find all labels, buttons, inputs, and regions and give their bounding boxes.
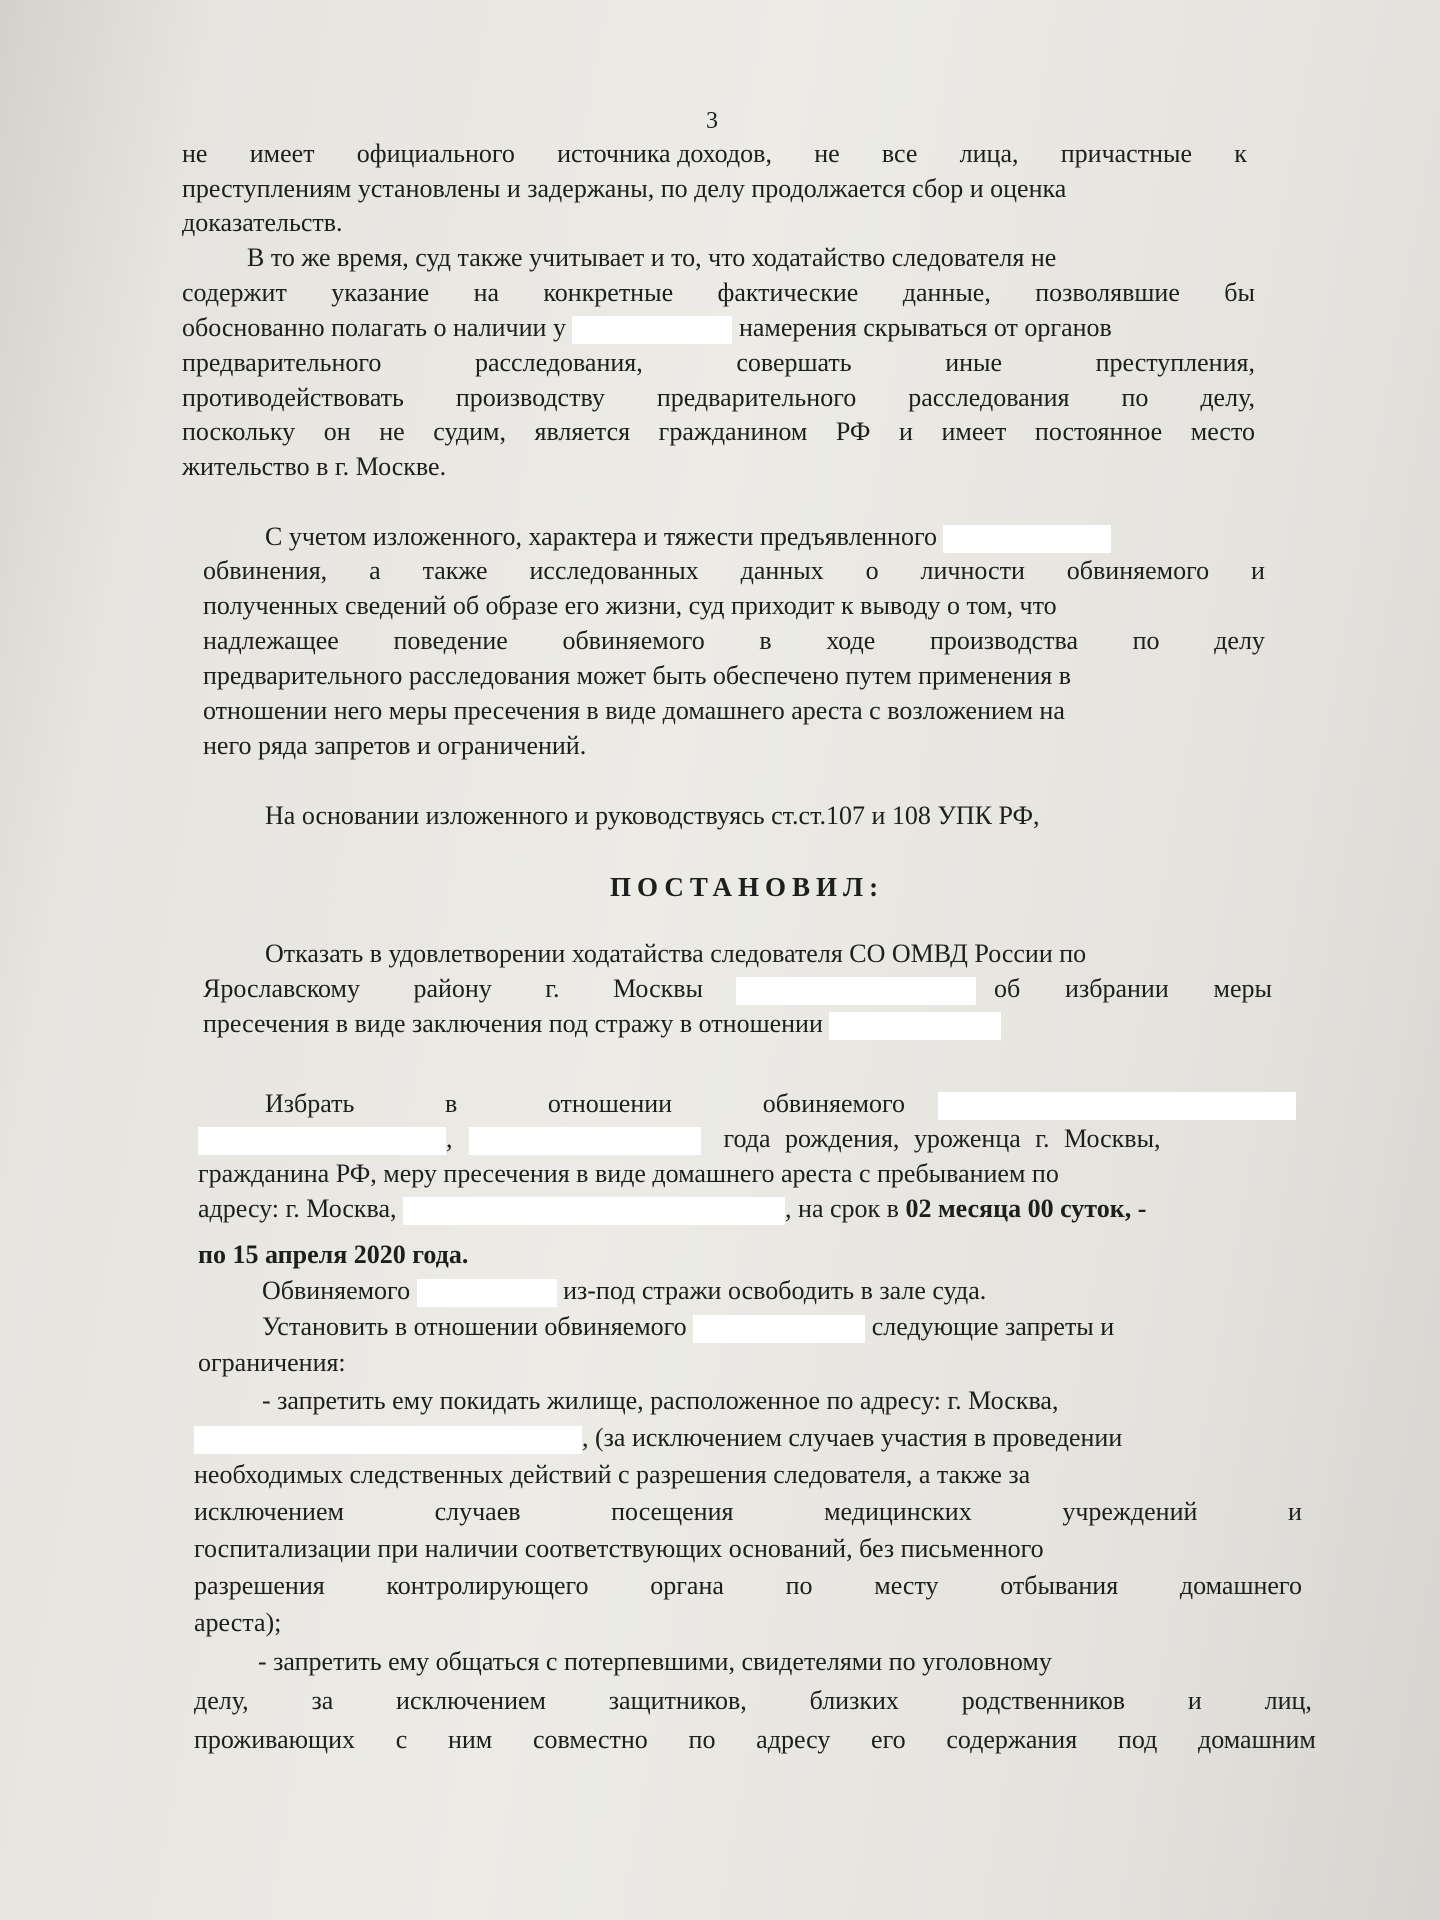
word: а xyxy=(369,556,381,585)
p5-line-2-right xyxy=(994,972,1272,1006)
redaction xyxy=(829,1012,1001,1040)
word: содержит xyxy=(182,278,287,307)
p1-line-2: преступлениям установлены и задержаны, по делу продолжается сбор и оценка xyxy=(182,174,1067,203)
p6-line-1-words xyxy=(265,1087,905,1121)
p2-line-6 xyxy=(182,415,1255,449)
text: С учетом изложенного, характера и тяжести предъявленного xyxy=(265,522,937,551)
word: ним xyxy=(447,1725,493,1754)
word: по xyxy=(1132,626,1160,655)
word: предварительного xyxy=(182,348,382,377)
word: иные xyxy=(945,348,1003,377)
redaction xyxy=(469,1127,701,1155)
text: , xyxy=(446,1124,453,1153)
word: контролирующего xyxy=(386,1571,589,1600)
p3-line-1 xyxy=(265,520,1111,554)
p2-line-1: В то же время, суд также учитывает и то, что ходатайство следователя не xyxy=(247,243,1057,272)
p5-line-1: Отказать в удовлетворении ходатайства следователя СО ОМВД России по xyxy=(265,939,1087,968)
word: производству xyxy=(455,383,605,412)
word: и xyxy=(1251,556,1265,585)
word: Москвы xyxy=(612,974,703,1003)
word: не xyxy=(182,139,208,168)
word: данные, xyxy=(902,278,991,307)
word: меры xyxy=(1213,974,1272,1003)
text: из-под стражи освободить в зале суда. xyxy=(563,1276,987,1305)
redaction xyxy=(198,1127,446,1155)
ruling-heading: ПОСТАНОВИЛ: xyxy=(610,872,885,902)
word: и xyxy=(1288,1497,1302,1526)
word: лиц, xyxy=(1264,1686,1312,1715)
word: отношении xyxy=(547,1089,673,1118)
redaction xyxy=(943,525,1111,553)
p6-line-3: гражданина РФ, меру пресечения в виде домашнего ареста с пребыванием по xyxy=(198,1159,1059,1188)
word: посещения xyxy=(611,1497,734,1526)
p9-line-3: необходимых следственных действий с разрешения следователя, а также за xyxy=(194,1460,1031,1489)
p10-line-1: - запретить ему общаться с потерпевшими, свидетелями по уголовному xyxy=(258,1647,1052,1676)
p3-line-2 xyxy=(203,554,1265,588)
p9-line-5: госпитализации при наличии соответствующих оснований, без письменного xyxy=(194,1534,1044,1563)
word: к xyxy=(1234,139,1247,168)
word: делу, xyxy=(1200,383,1255,412)
word: предварительного xyxy=(656,383,857,412)
word: в xyxy=(759,626,772,655)
word: причастные xyxy=(1060,139,1193,168)
word: конкретные xyxy=(543,278,674,307)
redaction xyxy=(938,1092,1296,1120)
word: органа xyxy=(650,1571,724,1600)
word: поведение xyxy=(393,626,508,655)
word: совершать xyxy=(736,348,852,377)
p4-line: На основании изложенного и руководствуясь ст.ст.107 и 108 УПК РФ, xyxy=(265,801,1040,830)
word: исключением xyxy=(396,1686,546,1715)
text: , (за исключением случаев участия в проведении xyxy=(582,1423,1123,1452)
word: району xyxy=(413,974,492,1003)
p3-line-5: предварительного расследования может быть обеспечено путем применения в xyxy=(203,661,1071,690)
text: пресечения в виде заключения под стражу в отношении xyxy=(203,1009,823,1038)
word: по xyxy=(785,1571,813,1600)
text: года рождения, уроженца г. Москвы, xyxy=(723,1124,1161,1153)
word: постоянное xyxy=(1034,417,1163,446)
word: расследования, xyxy=(474,348,643,377)
text: следующие запреты и xyxy=(871,1312,1115,1341)
redaction xyxy=(572,316,732,344)
p3-line-6: отношении него меры пресечения в виде домашнего ареста с возложением на xyxy=(203,696,1065,725)
word: исследованных xyxy=(529,556,699,585)
word: исключением xyxy=(194,1497,344,1526)
word: личности xyxy=(920,556,1025,585)
word: бы xyxy=(1224,278,1255,307)
word: отбывания xyxy=(1000,1571,1119,1600)
word: преступления, xyxy=(1095,348,1255,377)
word: фактические xyxy=(717,278,859,307)
p2-line-2 xyxy=(182,276,1255,310)
word: медицинских xyxy=(824,1497,972,1526)
p3-line-7: него ряда запретов и ограничений. xyxy=(203,731,587,760)
p9-line-2 xyxy=(194,1421,1122,1455)
word: расследования xyxy=(908,383,1070,412)
p9-line-7: ареста); xyxy=(194,1608,282,1637)
word: имеет xyxy=(249,139,315,168)
word: избрании xyxy=(1065,974,1169,1003)
word: он xyxy=(323,417,351,446)
word: разрешения xyxy=(194,1571,325,1600)
p6-line-1 xyxy=(265,1087,1290,1121)
p5-line-2-left xyxy=(203,972,703,1006)
redaction xyxy=(403,1197,785,1225)
redaction xyxy=(194,1426,582,1454)
word: место xyxy=(1190,417,1255,446)
p9-line-1: - запретить ему покидать жилище, расположенное по адресу: г. Москва, xyxy=(262,1386,1059,1415)
word: его xyxy=(871,1725,906,1754)
word: и xyxy=(899,417,913,446)
p1-line-3: доказательств. xyxy=(182,208,343,237)
p2-line-4 xyxy=(182,346,1255,380)
p8-line-2: ограничения: xyxy=(198,1348,346,1377)
word: данных xyxy=(740,556,824,585)
term-bold: 02 месяца 00 суток, - xyxy=(905,1194,1147,1223)
p9-line-6 xyxy=(194,1569,1302,1603)
word: по xyxy=(688,1725,716,1754)
word: родственников xyxy=(961,1686,1126,1715)
word: и xyxy=(1187,1686,1202,1715)
word: по xyxy=(1121,383,1149,412)
text: , на срок в xyxy=(785,1194,899,1223)
word: домашнего xyxy=(1179,1571,1302,1600)
p7-line xyxy=(262,1274,986,1308)
word: обвинения, xyxy=(203,556,328,585)
p10-line-3 xyxy=(194,1723,1316,1757)
word: также xyxy=(422,556,488,585)
word: гражданином xyxy=(658,417,808,446)
word: обвиняемого xyxy=(762,1089,905,1118)
word: проживающих xyxy=(194,1725,355,1754)
word: на xyxy=(473,278,500,307)
word: производства xyxy=(929,626,1078,655)
p6-line-2 xyxy=(198,1122,1161,1156)
text: обоснованно полагать о наличии у xyxy=(182,313,566,342)
word: учреждений xyxy=(1062,1497,1198,1526)
page-number: 3 xyxy=(706,108,718,134)
word: не xyxy=(379,417,405,446)
word: Ярославскому xyxy=(203,974,360,1003)
text: Установить в отношении обвиняемого xyxy=(262,1312,687,1341)
word: лица, xyxy=(959,139,1019,168)
word: является xyxy=(534,417,631,446)
word: имеет xyxy=(941,417,1007,446)
word: ходе xyxy=(826,626,876,655)
p3-line-3: полученных сведений об образе его жизни, суд приходит к выводу о том, что xyxy=(203,591,1057,620)
word: адресу xyxy=(756,1725,831,1754)
text: намерения скрываться от органов xyxy=(738,313,1112,342)
word: обвиняемого xyxy=(562,626,705,655)
word: в xyxy=(444,1089,458,1118)
word: официального xyxy=(356,139,515,168)
word: указание xyxy=(331,278,430,307)
word: совместно xyxy=(532,1725,648,1754)
p8-line-1 xyxy=(262,1310,1114,1344)
word: содержания xyxy=(946,1725,1078,1754)
word: близких xyxy=(809,1686,899,1715)
p2-line-3 xyxy=(182,311,1112,345)
text: Обвиняемого xyxy=(262,1276,411,1305)
word: г. xyxy=(545,974,560,1003)
word: позволявшие xyxy=(1035,278,1180,307)
word: поскольку xyxy=(182,417,296,446)
word: источника доходов, xyxy=(557,139,772,168)
p1-line-1 xyxy=(182,137,1247,171)
word: об xyxy=(994,974,1021,1003)
p2-line-5 xyxy=(182,381,1255,415)
redaction xyxy=(736,977,976,1005)
word: Избрать xyxy=(265,1089,355,1118)
word: месту xyxy=(874,1571,939,1600)
word: о xyxy=(865,556,879,585)
word: делу xyxy=(1214,626,1265,655)
word: делу, xyxy=(194,1686,249,1715)
p3-line-4 xyxy=(203,624,1265,658)
word: случаев xyxy=(434,1497,521,1526)
word: все xyxy=(881,139,918,168)
word: судим, xyxy=(433,417,506,446)
word: с xyxy=(395,1725,408,1754)
redaction xyxy=(417,1279,557,1307)
text: адресу: г. Москва, xyxy=(198,1194,397,1223)
p5-line-2 xyxy=(203,972,1280,1006)
p2-line-7: жительство в г. Москве. xyxy=(182,452,447,481)
word: не xyxy=(814,139,840,168)
p5-line-3 xyxy=(203,1007,1001,1041)
word: за xyxy=(311,1686,334,1715)
p6-line-5: по 15 апреля 2020 года. xyxy=(198,1240,469,1269)
word: защитников, xyxy=(608,1686,747,1715)
word: противодействовать xyxy=(182,383,404,412)
p6-line-4 xyxy=(198,1192,1146,1226)
redaction xyxy=(693,1315,865,1343)
word: РФ xyxy=(835,417,871,446)
word: под xyxy=(1117,1725,1158,1754)
p10-line-2 xyxy=(194,1684,1312,1718)
word: надлежащее xyxy=(203,626,339,655)
p9-line-4 xyxy=(194,1495,1302,1529)
word: обвиняемого xyxy=(1066,556,1210,585)
word: домашним xyxy=(1198,1725,1316,1754)
